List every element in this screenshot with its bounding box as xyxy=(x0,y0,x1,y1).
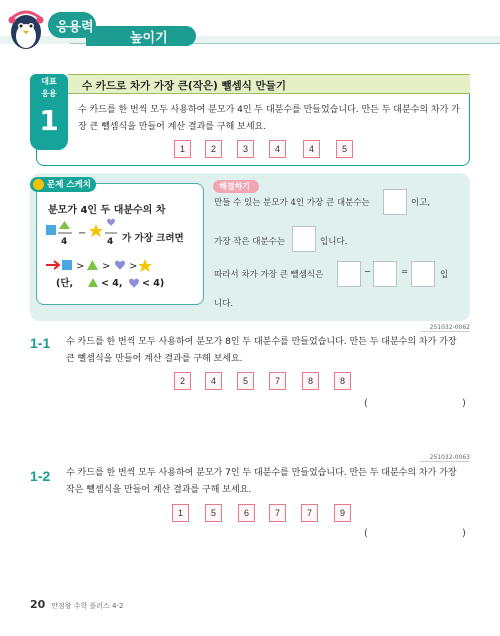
number-card: 2 xyxy=(174,372,191,390)
answer-blank[interactable] xyxy=(292,226,316,252)
representative-text: 수 카드를 한 번씩 모두 사용하여 분모가 4인 두 대분수를 만들었습니다. 만든 두 대분수의 차가 가장 큰 뺄셈식을 만들어 계산 결과를 구해 보세요. xyxy=(78,105,460,132)
denominator-2: 4 xyxy=(107,237,114,247)
number-card: 6 xyxy=(238,504,255,522)
triangle-icon xyxy=(59,221,70,229)
number-card: 8 xyxy=(334,372,351,390)
solution-line-1-prefix: 만들 수 있는 분모가 4인 가장 큰 대분수는 xyxy=(214,198,370,208)
number-card: 2 xyxy=(205,140,222,158)
representative-badge xyxy=(30,74,68,150)
number-card: 4 xyxy=(269,140,286,158)
answer-blank[interactable] xyxy=(383,189,407,215)
answer-blank[interactable] xyxy=(337,261,361,287)
answer-blank[interactable] xyxy=(373,261,397,287)
number-card: 7 xyxy=(269,372,286,390)
star-icon xyxy=(138,259,152,272)
heart-icon xyxy=(129,279,139,288)
page-number: 20 xyxy=(30,598,46,611)
number-card: 5 xyxy=(237,372,254,390)
gt-sign: > xyxy=(76,261,85,272)
arrow-icon xyxy=(46,261,59,269)
number-card: 4 xyxy=(205,372,222,390)
problem-number: 1-2 xyxy=(30,468,51,484)
heart-icon xyxy=(107,219,115,226)
sketch-diagram xyxy=(44,215,194,293)
solution-minus: − xyxy=(364,267,372,277)
number-card: 7 xyxy=(301,504,318,522)
problem-text: 수 카드를 한 번씩 모두 사용하여 분모가 8인 두 대분수를 만들었습니다. 만든 두 대분수의 차가 가장 큰 뺄셈식을 만들어 계산 결과를 구해 보세요. xyxy=(66,337,457,364)
square-icon xyxy=(62,260,72,270)
condition-lt-2: < 4) xyxy=(142,278,165,289)
number-card: 8 xyxy=(302,372,319,390)
number-card: 7 xyxy=(269,504,286,522)
problem-number: 1-1 xyxy=(30,335,51,351)
answer-blank[interactable] xyxy=(411,261,435,287)
number-card: 3 xyxy=(237,140,254,158)
solution-line-3-prefix: 따라서 차가 가장 큰 뺄셈식은 xyxy=(214,270,324,280)
solution-label-text: 해결하기 xyxy=(219,182,250,191)
problem-code: 251032-0063 xyxy=(429,454,470,461)
solution-equals: = xyxy=(401,267,409,277)
sketch-line-1: 분모가 4인 두 대분수의 차 xyxy=(48,205,166,216)
number-card: 1 xyxy=(172,504,189,522)
badge-label-1: 대표 xyxy=(41,77,57,86)
badge-label-2: 응용 xyxy=(41,89,57,98)
solution-label xyxy=(213,180,259,193)
sketch-label-text: 문제 스케치 xyxy=(47,180,92,190)
number-card: 5 xyxy=(205,504,222,522)
answer-paren-close: ) xyxy=(462,528,466,539)
denominator-1: 4 xyxy=(61,237,68,247)
header-tag-primary-label: 응용력 xyxy=(56,20,94,35)
heart-icon xyxy=(115,261,125,270)
gt-sign: > xyxy=(129,261,138,272)
number-card: 5 xyxy=(336,140,353,158)
number-card: 1 xyxy=(174,140,191,158)
condition-lt-1: < 4, xyxy=(101,278,123,289)
answer-paren-open: ( xyxy=(364,528,368,539)
solution-line-4: 니다. xyxy=(214,299,234,309)
solution-line-1-suffix: 이고, xyxy=(411,198,431,208)
penguin-mascot-icon xyxy=(6,6,46,52)
representative-title: 수 카드로 차가 가장 큰(작은) 뺄셈식 만들기 xyxy=(82,80,286,92)
problem-text: 수 카드를 한 번씩 모두 사용하여 분모가 7인 두 대분수를 만들었습니다. 만든 두 대분수의 차가 가장 작은 뺄셈식을 만들어 계산 결과를 구해 보세요. xyxy=(66,468,457,495)
star-icon xyxy=(89,224,103,237)
sketch-dot-icon xyxy=(33,179,44,190)
number-card: 4 xyxy=(303,140,320,158)
page-footer xyxy=(30,598,123,611)
answer-paren-open: ( xyxy=(364,398,368,409)
page-header xyxy=(0,0,500,60)
condition-open: (단, xyxy=(56,278,74,289)
triangle-icon xyxy=(87,260,98,270)
sketch-label xyxy=(30,177,96,192)
header-tag-secondary-label: 높이기 xyxy=(130,31,168,46)
answer-paren-close: ) xyxy=(462,398,466,409)
badge-number: 1 xyxy=(39,104,59,137)
number-card: 9 xyxy=(334,504,351,522)
square-icon xyxy=(46,225,56,235)
representative-title-bar xyxy=(68,74,470,94)
header-tag-primary xyxy=(48,12,96,38)
minus-sign: − xyxy=(78,228,87,239)
triangle-icon xyxy=(88,278,98,287)
header-tag-secondary xyxy=(86,26,196,46)
problem-code: 251032-0062 xyxy=(429,324,470,331)
solution-line-2-prefix: 가장 작은 대분수는 xyxy=(214,237,286,247)
solution-line-3-suffix: 입 xyxy=(440,270,449,280)
book-title: 만점왕 수학 플러스 4-2 xyxy=(51,602,124,610)
problem-code-bar xyxy=(420,331,470,332)
sketch-line-2-suffix: 가 가장 크려면 xyxy=(122,233,184,244)
gt-sign: > xyxy=(102,261,111,272)
problem-code-bar xyxy=(420,461,470,462)
solution-line-2-suffix: 입니다. xyxy=(320,237,348,247)
